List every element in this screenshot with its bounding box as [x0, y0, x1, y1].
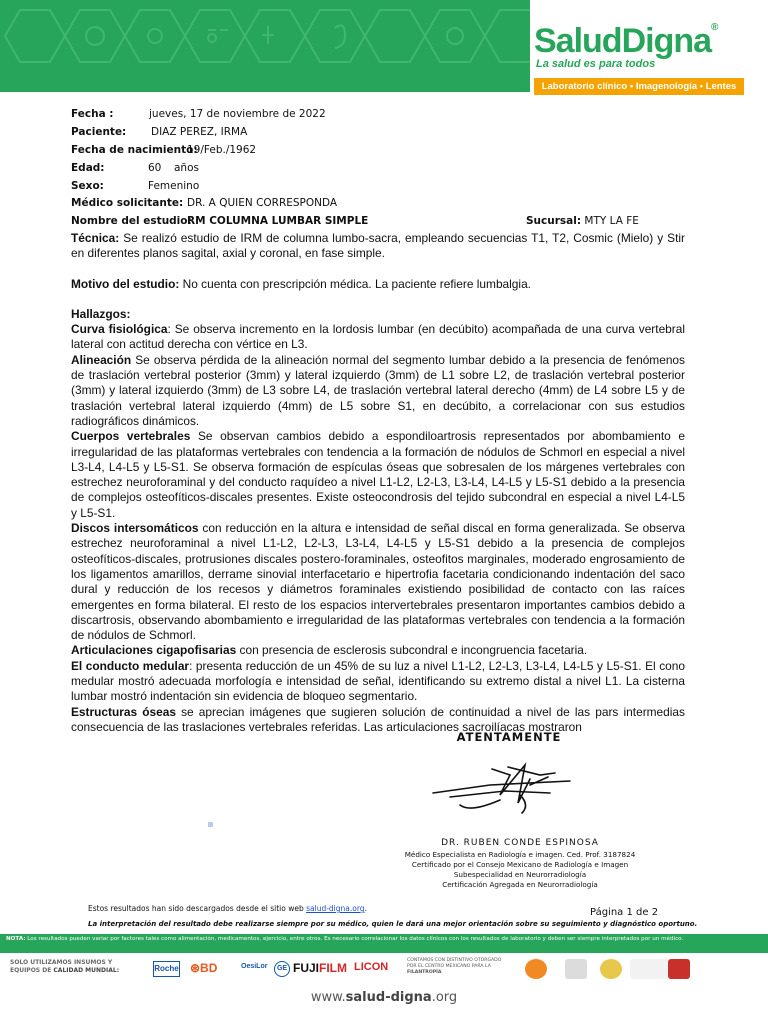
tecnica-text: Se realizó estudio de IRM de columna lumbo-sacra, empleando secuencias T1, T2, Cosmic (Mielo) y Stir en diferentes planos sagital, axial y coronal, en fase simple. — [71, 231, 685, 261]
medico-value: DR. A QUIEN CORRESPONDA — [187, 197, 338, 209]
brand-tagline: La salud es para todos — [536, 58, 656, 70]
quality-partners — [0, 953, 768, 985]
header-banner — [0, 0, 530, 92]
note-label: NOTA: — [6, 936, 26, 942]
quality-seal-icon — [600, 959, 622, 979]
curva-text: : Se observa incremento en la lordosis lumbar (en decúbito) acompañada de una curva vertebral lateral con actitud derecha con vértice en L3. — [71, 322, 686, 352]
paciente-value: DIAZ PEREZ, IRMA — [151, 126, 248, 138]
cuerpos-paragraph — [71, 429, 685, 521]
note-bar — [0, 934, 768, 953]
curva-paragraph — [71, 322, 685, 353]
certification-badge-icon — [565, 959, 587, 979]
medico-label: Médico solicitante: — [71, 197, 184, 209]
curva-label: Curva fisiológica — [71, 322, 168, 337]
credential-line-1: Médico Especialista en Radiología e imagen. Ced. Prof. 3187824 — [404, 850, 636, 859]
alineacion-paragraph — [71, 353, 685, 429]
calidad-badge-icon — [630, 959, 670, 979]
alineacion-text: Se observa pérdida de la alineación normal del segmento lumbar debido a la presencia de fenómenos de traslación vertebral posterior (3mm) y lateral izquierdo (3mm) de L1 sobre L2, de traslación vertebral posterior (3mm) y lateral izquierdo (3mm) de L3 sobre L4, de traslación vertebral lateral derecho (4mm) de L4 sobre L5 y de traslación vertebral lateral izquierdo (4mm) de L5 sobre S1, en decúbito, a correlacionar con sus estudios radiográficos dinámicos. — [71, 352, 685, 428]
articulaciones-text: con presencia de esclerosis subcondral e incongruencia facetaria. — [236, 643, 588, 658]
note-text: Los resultados pueden variar por factores tales como alimentación, medicamentos, ejercicio, entre otros. Es necesario correlacionar los datos clínicos con los resultados de laboratorio y deben ser siempre interpretados por un médico. — [25, 936, 684, 942]
motivo-paragraph — [71, 277, 685, 292]
website-url[interactable]: www.salud-digna.org — [310, 990, 458, 1005]
tecnica-label: Técnica: — [71, 231, 120, 245]
fecha-value: jueves, 17 de noviembre de 2022 — [149, 108, 326, 120]
conducto-label: El conducto medular — [71, 658, 190, 673]
discos-label: Discos intersomáticos — [71, 521, 199, 536]
edad-label: Edad: — [71, 162, 105, 174]
sucursal — [526, 215, 639, 227]
registered-mark: ® — [711, 22, 718, 33]
estructuras-text: se aprecian imágenes que sugieren solución de continuidad a nivel de las pars intermedias consecuencia de las traslaciones vertebrales referidas. Las articulaciones sacroilíacas mostraron — [71, 704, 685, 734]
discos-text: con reducción en la altura e intensidad de señal discal en forma generalizada. Se observa estrechez neuroforaminal a nivel L1-L2, L2-L3, L3-L4, L4-L5 y L5-S1 debido a la presencia de complejos osteofíticos-discales, protrusiones discales postero-foraminales, osteofitos marginales, moderado engrosamiento de los ligamentos amarillos, derrame sinovial interfacetario e hipertrofia facetaria condicionando indentación del saco dural y reducción de los recesos y diámetros foraminales existiendo posibilidad de contacto con las raíces emergentes en forma bilateral. El resto de los espacios intervertebrales presentaron importantes cambios debido a discartrosis, observando abombamiento e irregularidad de las plataformas vertebrales con tendencia a la formación de nódulos de Schmorl. — [71, 521, 685, 643]
cuerpos-label: Cuerpos vertebrales — [71, 429, 191, 444]
report-body — [71, 231, 685, 735]
credential-line-3: Subespecialidad en Neurorradiología — [453, 870, 587, 879]
discos-paragraph — [71, 521, 685, 643]
doctor-credentials — [340, 838, 700, 890]
download-note: Estos resultados han sido descargados desde el sitio web salud-digna.org. — [88, 904, 367, 913]
estudio-label: Nombre del estudio: — [71, 215, 192, 227]
sucursal-value: MTY LA FE — [584, 215, 639, 227]
articulaciones-paragraph — [71, 643, 685, 658]
nacimiento-value: 19/Feb./1962 — [187, 144, 257, 156]
roche-logo: Roche — [153, 961, 180, 977]
edad-unit: años — [174, 162, 199, 174]
sexo-label: Sexo: — [71, 180, 104, 192]
closing-text: ATENTAMENTE — [456, 730, 562, 744]
conducto-paragraph — [71, 659, 685, 705]
signature-image — [430, 755, 580, 815]
cemefi-text: CONTAMOS CON DISTINTIVO OTORGADO POR EL CENTRO MEXICANO PARA LA FILANTROPÍA — [407, 958, 502, 975]
tecnica-paragraph — [71, 231, 685, 262]
doctor-name: DR. RUBEN CONDE ESPINOSA — [441, 838, 599, 848]
estudio-value: RM COLUMNA LUMBAR SIMPLE — [187, 215, 369, 227]
brand-name: SaludDigna® — [534, 22, 718, 60]
page-number: Página 1 de 2 — [590, 907, 659, 918]
estructuras-label: Estructuras óseas — [71, 704, 176, 719]
fecha-label: Fecha : — [71, 108, 114, 120]
sucursal-label: Sucursal: — [526, 215, 582, 227]
esr-badge-icon — [525, 959, 547, 979]
fujifilm-logo: FUJIFILM — [293, 961, 348, 975]
oesilor-logo: OesiLor — [241, 963, 268, 970]
motivo-label: Motivo del estudio: — [71, 276, 180, 291]
credential-line-4: Certificación Agregada en Neurorradiología — [442, 880, 598, 889]
nacimiento-label: Fecha de nacimiento: — [71, 144, 198, 156]
credential-line-2: Certificado por el Consejo Mexicano de Radiología e Imagen — [411, 860, 629, 869]
ge-logo: GE — [274, 961, 290, 977]
services-banner: Laboratorio clínico • Imagenología • Lentes — [534, 78, 744, 95]
motivo-text: No cuenta con prescripción médica. La paciente refiere lumbalgia. — [182, 276, 531, 291]
salud-digna-logo — [530, 0, 768, 100]
hallazgos-heading: Hallazgos: — [71, 306, 131, 321]
alineacion-label: Alineación — [71, 352, 132, 367]
quality-label: SOLO UTILIZAMOS INSUMOS Y EQUIPOS DE CALIDAD MUNDIAL: — [10, 959, 120, 974]
conducto-text: : presenta reducción de un 45% de su luz a nivel L1-L2, L2-L3, L3-L4, L4-L5 y L5-S1. El cono medular mostró adecuada morfología e intensidad de señal, identificando su extremo distal a nivel L1. La cisterna lumbar mostró indentación sin evidencia de bloqueo segmentario. — [71, 658, 685, 704]
edad-value: 60 — [148, 162, 162, 174]
website-link[interactable]: salud-digna.org — [306, 904, 365, 913]
paciente-label: Paciente: — [71, 126, 127, 138]
health-pattern-graphic — [0, 0, 530, 92]
articulaciones-label: Articulaciones cigapofisarias — [71, 643, 237, 658]
stray-mark — [208, 822, 213, 827]
sexo-value: Femenino — [148, 180, 200, 192]
red-seal-icon — [668, 959, 690, 979]
interpretation-disclaimer: La interpretación del resultado debe realizarse siempre por su médico, quien le dará una mejor orientación sobre su seguimiento y diagnóstico oportuno. — [88, 920, 698, 928]
licon-logo: LICON — [354, 961, 389, 973]
cuerpos-text: Se observan cambios debido a espondiloartrosis representados por abombamiento e irregularidad de las plataformas vertebrales con tendencia a la formación de nódulos de Schmorl en especial a nivel L3-L4, L4-L5 y L5-S1. Se observa formación de espículas óseas que sobresalen de los márgenes vertebrales con estrechez neuroforaminal y del conducto raquídeo a nivel L1-L2, L2-L3, L3-L4, L4-L5 y L5-S1 debido a la presencia de complejos osteofíticos-discales presentes. Existe osteocondrosis del tejido subcondral en especial a nivel L4-L5 y L5-S1. — [71, 429, 685, 520]
bd-logo: ⊛BD — [190, 961, 218, 975]
